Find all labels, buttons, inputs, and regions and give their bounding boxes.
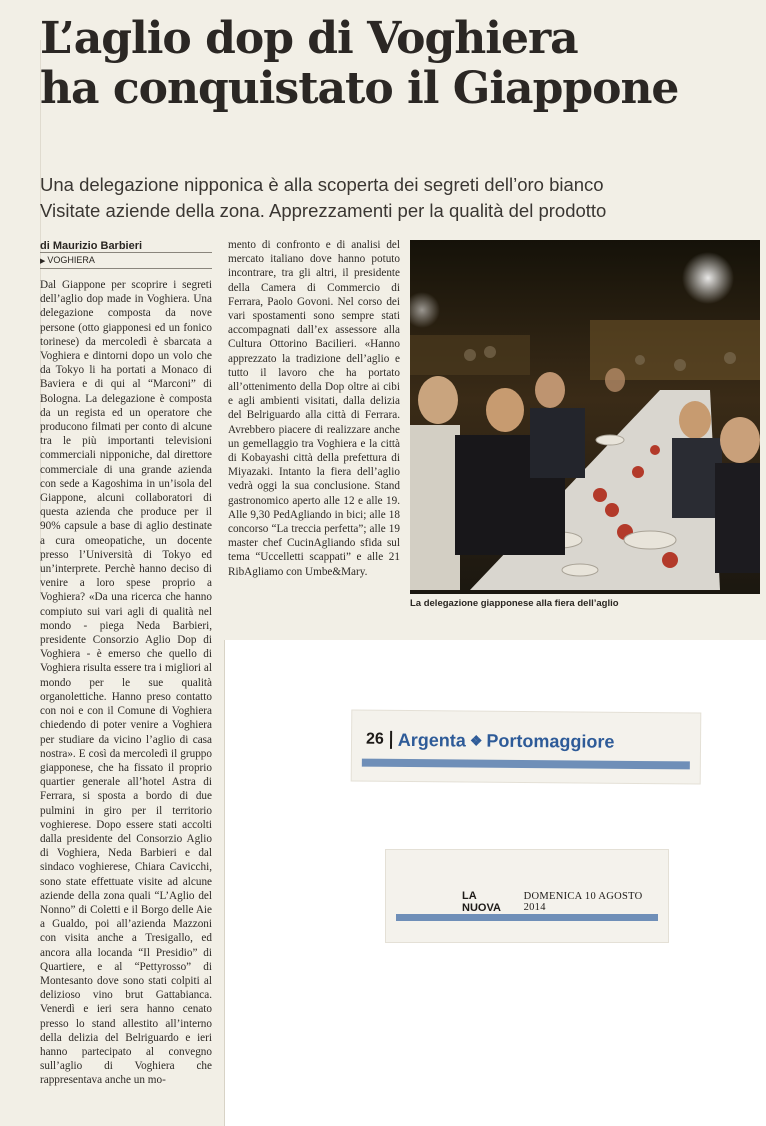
headline-line-2: ha conquistato il Giappone bbox=[40, 63, 679, 114]
article-column-2: mento di confronto e di analisi del mercato italiano dove hanno potuto incontrare, tra gli altri, il presidente della Camera di Commercio di Ferrara, Paolo Govoni. Nel corso dei vari spostamenti sono sempre stati accompagnati dall’ex assessore alla Cultura Ottorino Bacilieri. «Hanno apprezzato la tradizione dell’aglio e tutto il lavoro che ha portato all’ottenimento della Dop oltre ai cibi e agli ambienti visitati, dalla delizia del Belriguardo alla città di Ferrara. Avrebbero piacere di realizzare anche un gemellaggio tra Voghiera e la città di Kobayashi città della prefettura di Miyazaki. Intanto la fiera dell’aglio vedrà oggi la sua conclusione. Stand gastronomico aperto alle 12 e alle 19. Alle 9,30 PedAgliando in bici; alle 18 concorso “La treccia perfetta”; alle 19 master chef CucinAgliando sfida sul tema “Uccelletti scappati” e alle 21 RibAgliamo con Umbe&Mary. bbox=[228, 239, 400, 578]
section-header bbox=[366, 727, 686, 756]
festival-dinner-photo bbox=[410, 240, 760, 594]
headline-line-1: L’aglio dop di Voghiera bbox=[40, 13, 578, 64]
bleed-through-text bbox=[10, 40, 41, 600]
newspaper-name: LA NUOVA bbox=[462, 890, 501, 914]
dateline: ▶ VOGHIERA bbox=[40, 255, 95, 265]
section-name-portomaggiore: Portomaggiore bbox=[486, 730, 615, 752]
article-column-1: Dal Giappone per scoprire i segreti dell’aglio dop made in Voghiera. Una delegazione composta da nove persone (otto giapponesi ed un fonico torinese) da mercoledì è sbarcata a Voghiera e dintorni dopo un volo che da Tokyo li ha portati a Monaco di Baviera e di qui al “Marconi” di Bologna. La delegazione è composta da un regista ed un operatore che producono filmati per conto di alcune tra le più importanti televisioni commerciali nipponiche, dal direttore commerciale di una grande azienda con sede a Kagoshima in un’isola del Giappone, alcuni collaboratori di questa azienda che produce per il 90% capsule a base di aglio destinate a cura omeopatiche, un docente presso l’Università di Tokyo ed un’interprete. Perchè hanno deciso di venire a loro spese proprio a Voghiera? «Da una ricerca che hanno compiuto sui vari agli di qualità nel mondo - piega Neda Barbieri, presidente Consorzio Aglio Dop di Voghiera - è emerso che quello di Voghiera risulta essere tra i migliori al mondo per le sue qualità organolettiche. Hanno preso contatto con noi e con il Comune di Voghiera chiedendo di poter venire a Voghiera per studiare da vicino l’aglio di casa nostra». E così da mercoledì il gruppo giapponese, che ha fissato il proprio quartier generale all’hotel Astra di Ferrara, si sposta a bordo di due pulmini in giro per il territorio voghierese. Dopo essere stati accolti dalla presidente del Consorzio Aglio di Voghiera, Neda Barbieri e dal sindaco voghierese, Chiara Cavicchi, sono state effettuate visite ad alcune aziende della zona quali “L’Aglio del Nonno” di Coletti e il Borgo delle Aie a Gualdo, poi all’azienda Mazzoni con visita anche a Tresigallo, ed ancora alla locanda “Il Presidio” di Quartiere, e al “Pettyrosso” di Montesanto dove sono stati colpiti al delizioso vino brut Gattabianca. Venerdì e ieri sera hanno cenato presso lo stand allestito all’interno della delizia del Belriguardo e ieri hanno partecipato al convegno sull’aglio di Voghiera che rappresentava anche un mo- bbox=[40, 279, 212, 1087]
diamond-cross-icon: ❖ bbox=[469, 732, 483, 749]
edition-date-clipping bbox=[386, 850, 668, 942]
byline: di Maurizio Barbieri bbox=[40, 240, 143, 252]
article-photo bbox=[410, 240, 760, 594]
subhead-line-1: Una delegazione nipponica è alla scoperta dei segreti dell’oro bianco bbox=[40, 174, 604, 195]
page-number: 26 bbox=[366, 731, 392, 749]
subheadline bbox=[40, 172, 720, 224]
edition-date: DOMENICA 10 AGOSTO 2014 bbox=[523, 891, 643, 913]
headline bbox=[40, 14, 760, 114]
edition-line bbox=[462, 890, 666, 914]
photo-caption: La delegazione giapponese alla fiera dell’aglio bbox=[410, 598, 619, 609]
section-header-clipping bbox=[352, 710, 701, 783]
section-header-band bbox=[362, 759, 690, 770]
edition-band bbox=[396, 914, 658, 921]
subhead-line-2: Visitate aziende della zona. Apprezzamenti per la qualità del prodotto bbox=[40, 200, 607, 221]
dateline-rule bbox=[40, 268, 212, 269]
byline-rule bbox=[40, 252, 212, 253]
section-name-argenta: Argenta bbox=[397, 729, 466, 750]
